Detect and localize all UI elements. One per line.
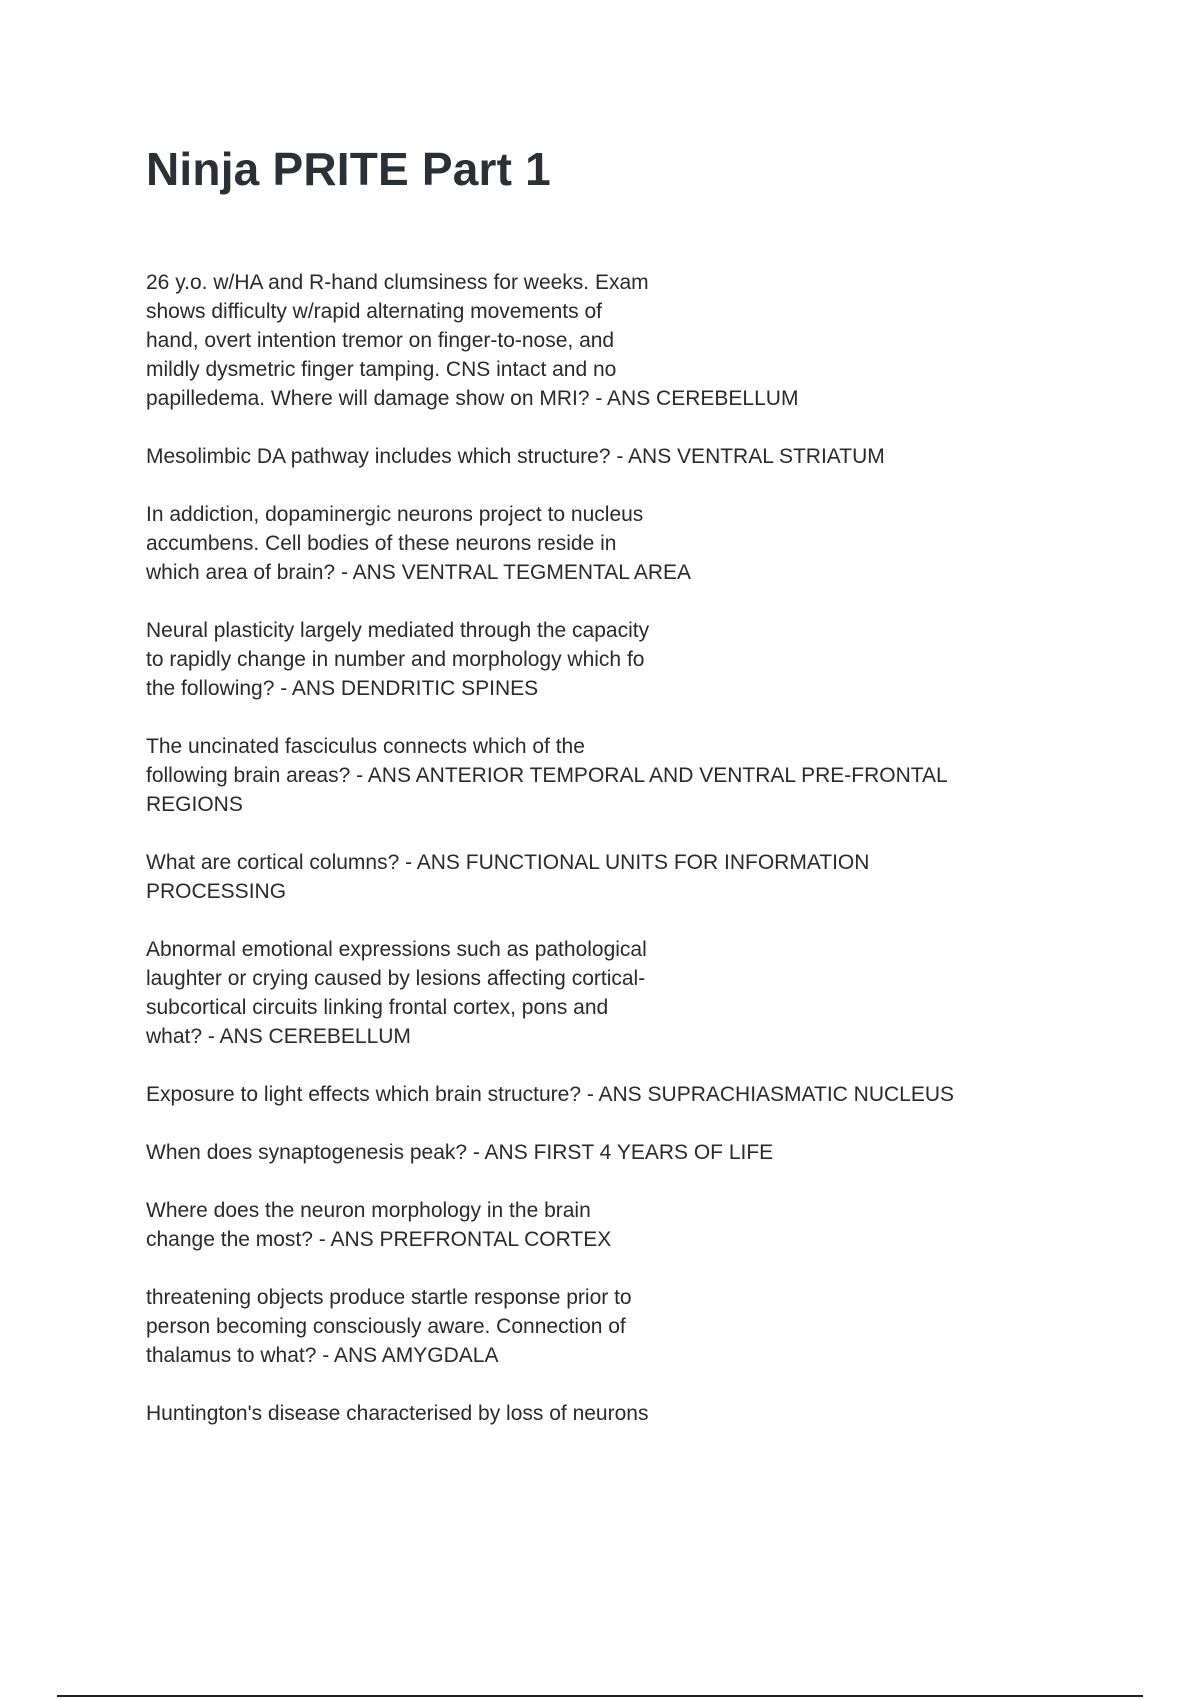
qa-item [146,935,1066,1051]
qa-line: Huntington's disease characterised by loss of neurons [146,1402,649,1425]
page-bottom-divider [57,1695,1143,1697]
qa-line: 26 y.o. w/HA and R-hand clumsiness for weeks. Exam [146,271,649,294]
qa-list [146,268,1066,1457]
qa-line: Neural plasticity largely mediated through the capacity [146,619,650,642]
qa-line: What are cortical columns? - ANS FUNCTIONAL UNITS FOR INFORMATION [146,851,870,874]
qa-item [146,1196,1066,1254]
qa-line: the following? - ANS DENDRITIC SPINES [146,677,539,700]
qa-line: laughter or crying caused by lesions affecting cortical- [146,967,646,990]
qa-line: mildly dysmetric finger tamping. CNS intact and no [146,358,617,381]
qa-line: accumbens. Cell bodies of these neurons reside in [146,532,617,555]
qa-line: In addiction, dopaminergic neurons project to nucleus [146,503,644,526]
qa-line: When does synaptogenesis peak? - ANS FIRST 4 YEARS OF LIFE [146,1141,774,1164]
qa-line: Where does the neuron morphology in the brain [146,1199,591,1222]
qa-line: papilledema. Where will damage show on MRI? - ANS CEREBELLUM [146,387,799,410]
qa-item [146,732,1066,819]
qa-item [146,1399,1066,1428]
qa-line: hand, overt intention tremor on finger-to-nose, and [146,329,615,352]
qa-item [146,1283,1066,1370]
qa-item [146,1080,1066,1109]
qa-line: Abnormal emotional expressions such as pathological [146,938,647,961]
qa-item [146,616,1066,703]
qa-line: thalamus to what? - ANS AMYGDALA [146,1344,499,1367]
qa-line: to rapidly change in number and morphology which fo [146,648,645,671]
qa-item [146,848,1066,906]
qa-line: person becoming consciously aware. Connection of [146,1315,626,1338]
qa-item [146,1138,1066,1167]
qa-item [146,442,1066,471]
qa-line: subcortical circuits linking frontal cortex, pons and [146,996,609,1019]
qa-line: PROCESSING [146,880,287,903]
qa-line: shows difficulty w/rapid alternating movements of [146,300,602,323]
qa-line: threatening objects produce startle response prior to [146,1286,632,1309]
qa-line: following brain areas? - ANS ANTERIOR TEMPORAL AND VENTRAL PRE-FRONTAL [146,764,948,787]
page-title: Ninja PRITE Part 1 [146,143,551,195]
qa-line: The uncinated fasciculus connects which of the [146,735,585,758]
qa-line: Mesolimbic DA pathway includes which structure? - ANS VENTRAL STRIATUM [146,445,885,468]
qa-line: change the most? - ANS PREFRONTAL CORTEX [146,1228,612,1251]
qa-item [146,500,1066,587]
qa-line: what? - ANS CEREBELLUM [146,1025,411,1048]
qa-line: Exposure to light effects which brain structure? - ANS SUPRACHIASMATIC NUCLEUS [146,1083,955,1106]
qa-item [146,268,1066,413]
qa-line: which area of brain? - ANS VENTRAL TEGMENTAL AREA [146,561,692,584]
qa-line: REGIONS [146,793,243,816]
